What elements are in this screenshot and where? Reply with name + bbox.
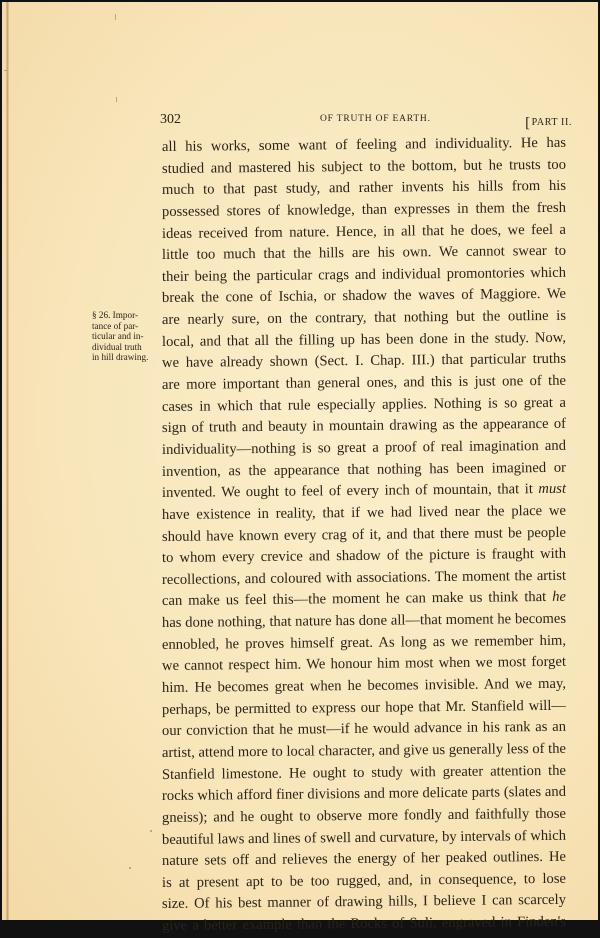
margin-sidenote	[92, 310, 168, 363]
sidenote-line: ticular and in-	[92, 331, 144, 342]
text-segment: can make us feel this—the moment he can make us think that	[161, 589, 547, 610]
paper-speck	[4, 70, 7, 71]
text-line: local, and that all the filling up has been done in the study. Now,	[161, 329, 567, 350]
part-label-text: PART II.	[531, 117, 572, 128]
part-label	[525, 113, 572, 130]
text-line: recollections, and coloured with associations. The moment the artist	[161, 567, 567, 588]
text-line: individuality—nothing is so great a proof of real imagination and	[161, 437, 567, 458]
text-line: him. He becomes great when he becomes invisible. And we may,	[161, 675, 567, 697]
text-line: perhaps, be permitted to express our hope that Mr. Stanfield will—	[161, 697, 567, 718]
text-line: nature sets off and relieves the energy of her peaked outlines. He	[161, 848, 567, 870]
text-line: we have already shown (Sect. I. Chap. III.) that particular truths	[161, 351, 567, 372]
sidenote-line: dividual truth	[92, 341, 142, 352]
text-line: ideas received from nature. Hence, in all that he does, we feel a	[161, 221, 567, 242]
text-line: to whom every crevice and shadow of the picture is fraught with	[161, 545, 567, 567]
text-line: studied and mastered his subject to the bottom, but he trusts too	[161, 156, 567, 177]
paper-speck	[116, 97, 117, 102]
text-line: should have known every crag of it, and that there must be people	[161, 524, 567, 545]
text-segment: invented. We ought to feel of every inch of mountain, that it	[161, 481, 533, 502]
paper-speck	[129, 867, 131, 869]
text-line: are nearly sure, on the contrary, that nothing but the outline is	[161, 307, 567, 329]
text-line: give a better example than the Rocks of Suli, engraved in Finden's	[161, 913, 567, 935]
text-line: size. Of his best manner of drawing hills, I believe I can scarcely	[161, 892, 567, 913]
book-page	[2, 2, 598, 935]
sidenote-line: tance of par-	[92, 320, 139, 331]
running-title: OF TRUTH OF EARTH.	[320, 114, 431, 124]
text-line: possessed stores of knowledge, than expresses in them the fresh	[161, 199, 567, 220]
sidenote-line: § 26. Impor-	[92, 310, 139, 320]
body-text	[161, 134, 567, 938]
sidenote-line: in hill drawing.	[92, 352, 149, 363]
text-line: Stanfield limestone. He ought to study with greater attention the	[161, 762, 567, 783]
text-line: cases in which that rule especially applies. Nothing is so great a	[161, 394, 567, 415]
paper-speck	[150, 830, 152, 832]
text-line: are more important than general ones, and this is just one of the	[161, 372, 567, 394]
text-line: has done nothing, that nature has done all—that moment he becomes	[161, 610, 567, 632]
text-line: have existence in reality, that if we had lived near the place we	[161, 502, 567, 523]
text-line: our conviction that he must—if he would advance in his rank as an	[161, 719, 567, 740]
text-line: much to that past study, and rather invents his hills from his	[161, 178, 567, 199]
text-line: rocks which afford finer divisions and more delicate parts (slates and	[161, 783, 567, 805]
text-line: invention, as the appearance that nothing has been imagined or	[161, 459, 567, 480]
text-line: beautiful laws and lines of swell and curvature, by intervals of which	[161, 827, 567, 848]
text-line: ennobled, he proves himself great. As long as we remember him,	[161, 632, 567, 653]
text-line: is at present apt to be too rugged, and, in consequence, to lose	[161, 870, 567, 891]
text-line: gneiss); and he ought to observe more fondly and faithfully those	[161, 805, 567, 826]
paper-speck	[115, 14, 116, 20]
text-line: all his works, some want of feeling and individuality. He has	[161, 134, 567, 155]
italic-word: he	[552, 589, 567, 606]
running-head	[160, 112, 572, 132]
part-bracket: [	[525, 115, 531, 131]
italic-word: must	[538, 481, 567, 498]
page-edge-shadow	[6, 2, 9, 920]
text-line: sign of truth and beauty in mountain drawing as the appearance of	[161, 416, 567, 437]
text-line: we cannot respect him. We honour him most when we most forget	[161, 654, 567, 675]
page-number: 302	[160, 112, 181, 127]
text-line: little too much that the hills are his own. We cannot swear to	[161, 242, 567, 264]
text-line: break the cone of Ischia, or shadow the waves of Maggiore. We	[161, 286, 567, 307]
text-line: their being the particular crags and individual promontories which	[161, 264, 567, 285]
text-line: artist, attend more to local character, and give us generally less of the	[161, 740, 567, 761]
